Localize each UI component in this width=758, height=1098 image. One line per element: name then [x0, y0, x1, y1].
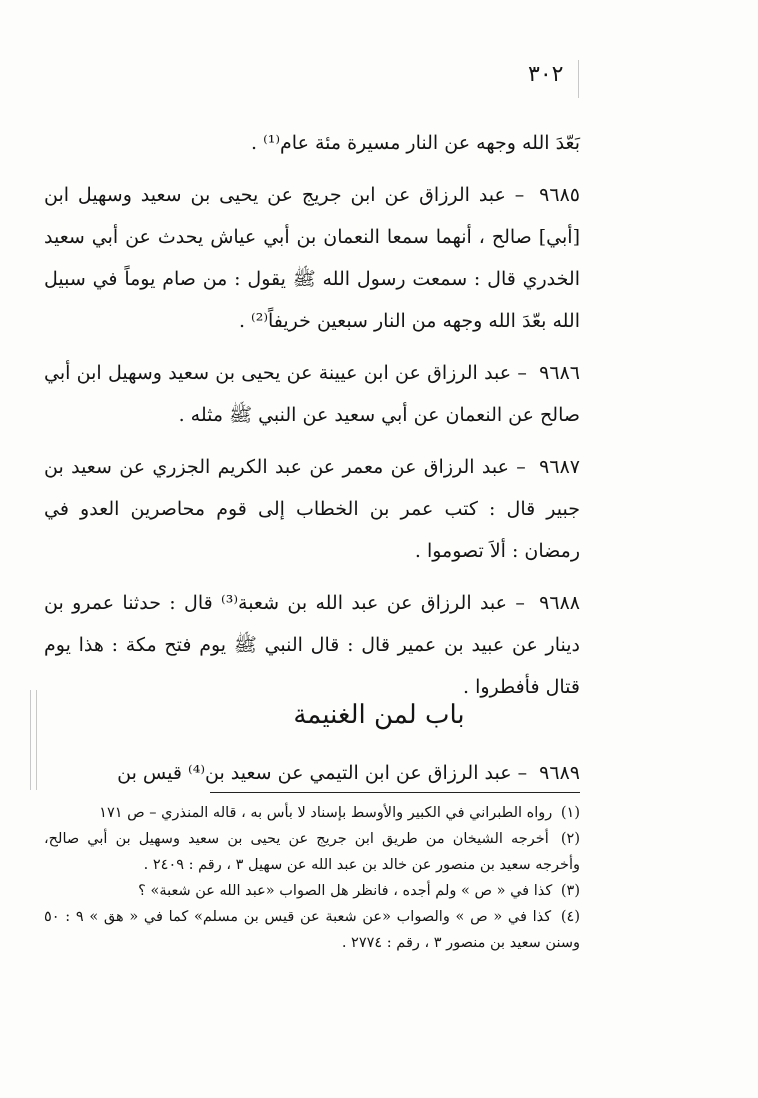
- footnote-number: (٤): [560, 909, 580, 925]
- page-number: ٣٠٢: [528, 62, 564, 87]
- chapter-heading: باب لمن الغنيمة: [293, 700, 465, 730]
- paragraph-text: – عبد الرزاق عن معمر عن عبد الكريم الجزري عن سعيد بن جبير قال : كتب عمر بن الخطاب إلى قوم محاصرين العدو في رمضان : ألاَ تصوموا .: [44, 456, 580, 562]
- paragraph-text: – عبد الرزاق عن ابن جريج عن يحيى بن سعيد وسهيل ابن [أبي] صالح ، أنهما سمعا النعمان بن أبي عياش يحدث عن أبي سعيد الخدري قال : سمعت رسول الله ﷺ يقول : من صام يوماً في سبيل الله بعّدَ الله وجهه من النار سبعين خريفاً⁽²⁾ .: [44, 184, 580, 332]
- paragraph: [44, 122, 580, 164]
- footnote-text: رواه الطبراني في الكبير والأوسط بإسناد لا بأس به ، قاله المنذري – ص ١٧١: [99, 805, 553, 821]
- footnote: [44, 800, 580, 826]
- hadith-paragraph: [44, 174, 580, 342]
- hadith-paragraph: [44, 352, 580, 436]
- footnote-number: (٣): [560, 883, 580, 899]
- paragraph-text: بَعّدَ الله وجهه عن النار مسيرة مئة عام⁽¹⁾ .: [250, 132, 580, 154]
- paragraph-text: – عبد الرزاق عن ابن عيينة عن يحيى بن سعيد وسهيل ابن أبي صالح عن النعمان عن أبي سعيد عن النبي ﷺ مثله .: [44, 362, 580, 426]
- hadith-number: ٩٦٨٥: [539, 184, 580, 206]
- hadith-number: ٩٦٨٧: [539, 456, 580, 478]
- footnote-text: كذا في « ص » ولم أجده ، فانظر هل الصواب «عبد الله عن شعبة» ؟: [138, 883, 553, 899]
- hadith-paragraph: [44, 752, 580, 794]
- footnote-number: (٢): [560, 831, 581, 847]
- footnote-text: كذا في « ص » والصواب «عن شعبة عن قيس بن مسلم» كما في « هق » ٩ : ٥٠ وسنن سعيد بن منصور ٣ ، رقم : ٢٧٧٤ .: [44, 909, 580, 951]
- hadith-number: ٩٦٨٩: [539, 762, 580, 784]
- footnote: [44, 826, 580, 878]
- footnote-separator: [210, 792, 580, 793]
- paragraph-text: – عبد الرزاق عن عبد الله بن شعبة⁽³⁾ قال : حدثنا عمرو بن دينار عن عبيد بن عمير قال : قال النبي ﷺ يوم فتح مكة : هذا يوم قتال فأفطروا .: [44, 592, 580, 698]
- footnote-number: (١): [560, 805, 580, 821]
- hadith-number: ٩٦٨٨: [539, 592, 580, 614]
- scan-mark: [578, 60, 579, 98]
- hadith-paragraph: [44, 446, 580, 572]
- footnote-text: أخرجه الشيخان من طريق ابن جريج عن يحيى بن سعيد وسهيل بن أبي صالح، وأخرجه سعيد بن منصور عن خالد بن عبد الله عن سهيل ٣ ، رقم : ٢٤٠٩ .: [44, 831, 580, 873]
- hadith-paragraph: [44, 582, 580, 708]
- main-text: [44, 122, 580, 708]
- hadith-number: ٩٦٨٦: [539, 362, 580, 384]
- paragraph-text: – عبد الرزاق عن ابن التيمي عن سعيد بن⁽⁴⁾ قيس بن: [117, 762, 528, 784]
- footnote: [44, 904, 580, 956]
- footnote: [44, 878, 580, 904]
- footnotes: [44, 800, 580, 956]
